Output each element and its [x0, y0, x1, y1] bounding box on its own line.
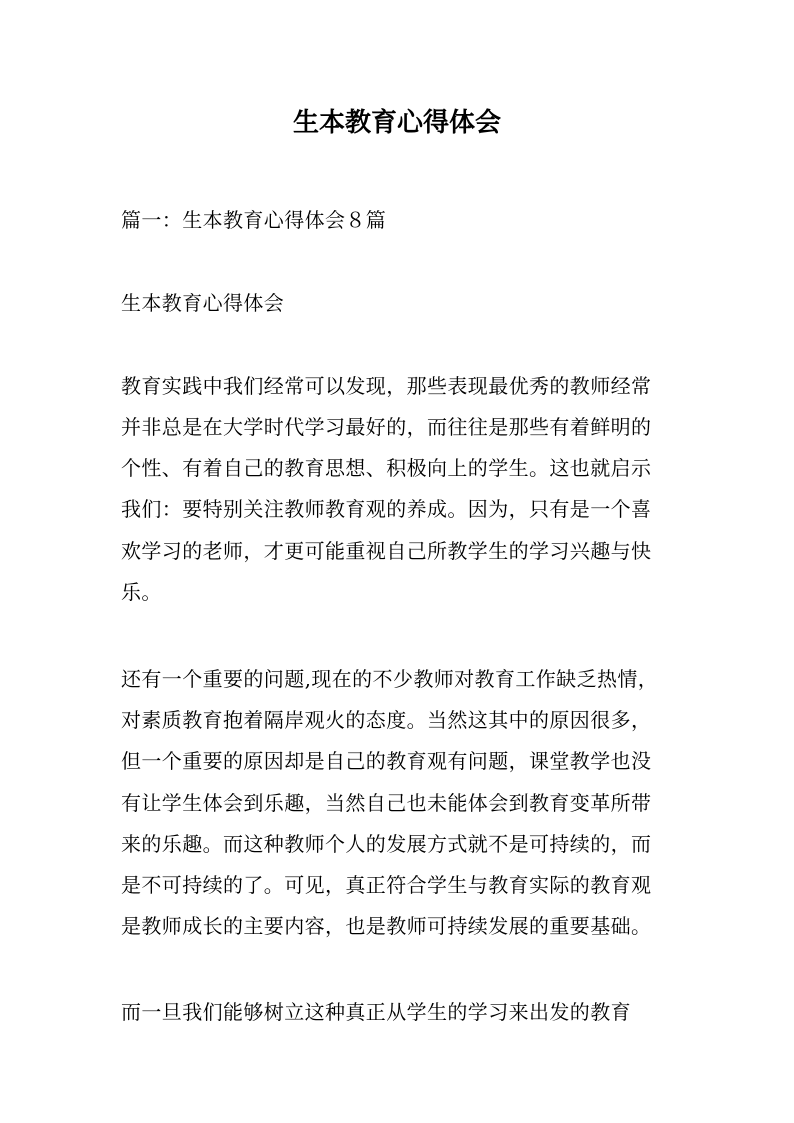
subheading: 生本教育心得体会 — [121, 291, 285, 315]
paragraph-line: 个性、有着自己的教育思想、积极向上的学生。这也就启示 — [121, 456, 652, 480]
document-title: 生本教育心得体会 — [292, 108, 501, 138]
section-heading: 篇一：生本教育心得体会８篇 — [121, 208, 387, 232]
paragraph-line: 但一个重要的原因却是自己的教育观有问题，课堂教学也没 — [121, 749, 652, 773]
paragraph-line: 还有一个重要的问题,现在的不少教师对教育工作缺乏热情， — [121, 667, 659, 691]
paragraph-line: 是教师成长的主要内容，也是教师可持续发展的重要基础。 — [121, 914, 652, 938]
paragraph-line: 而一旦我们能够树立这种真正从学生的学习来出发的教育 — [121, 1000, 631, 1024]
paragraph-line: 我们：要特别关注教师教育观的养成。因为，只有是一个喜 — [121, 497, 652, 521]
paragraph-line: 来的乐趣。而这种教师个人的发展方式就不是可持续的，而 — [121, 832, 652, 856]
paragraph-line: 对素质教育抱着隔岸观火的态度。当然这其中的原因很多， — [121, 708, 652, 732]
paragraph-line: 教育实践中我们经常可以发现，那些表现最优秀的教师经常 — [121, 374, 652, 398]
paragraph-line: 欢学习的老师，才更可能重视自己所教学生的学习兴趣与快 — [121, 539, 652, 563]
paragraph-line: 并非总是在大学时代学习最好的，而往往是那些有着鲜明的 — [121, 415, 652, 439]
paragraph-line: 有让学生体会到乐趣，当然自己也未能体会到教育变革所带 — [121, 791, 652, 815]
paragraph-line: 是不可持续的了。可见，真正符合学生与教育实际的教育观 — [121, 873, 652, 897]
paragraph-line: 乐。 — [121, 580, 162, 604]
